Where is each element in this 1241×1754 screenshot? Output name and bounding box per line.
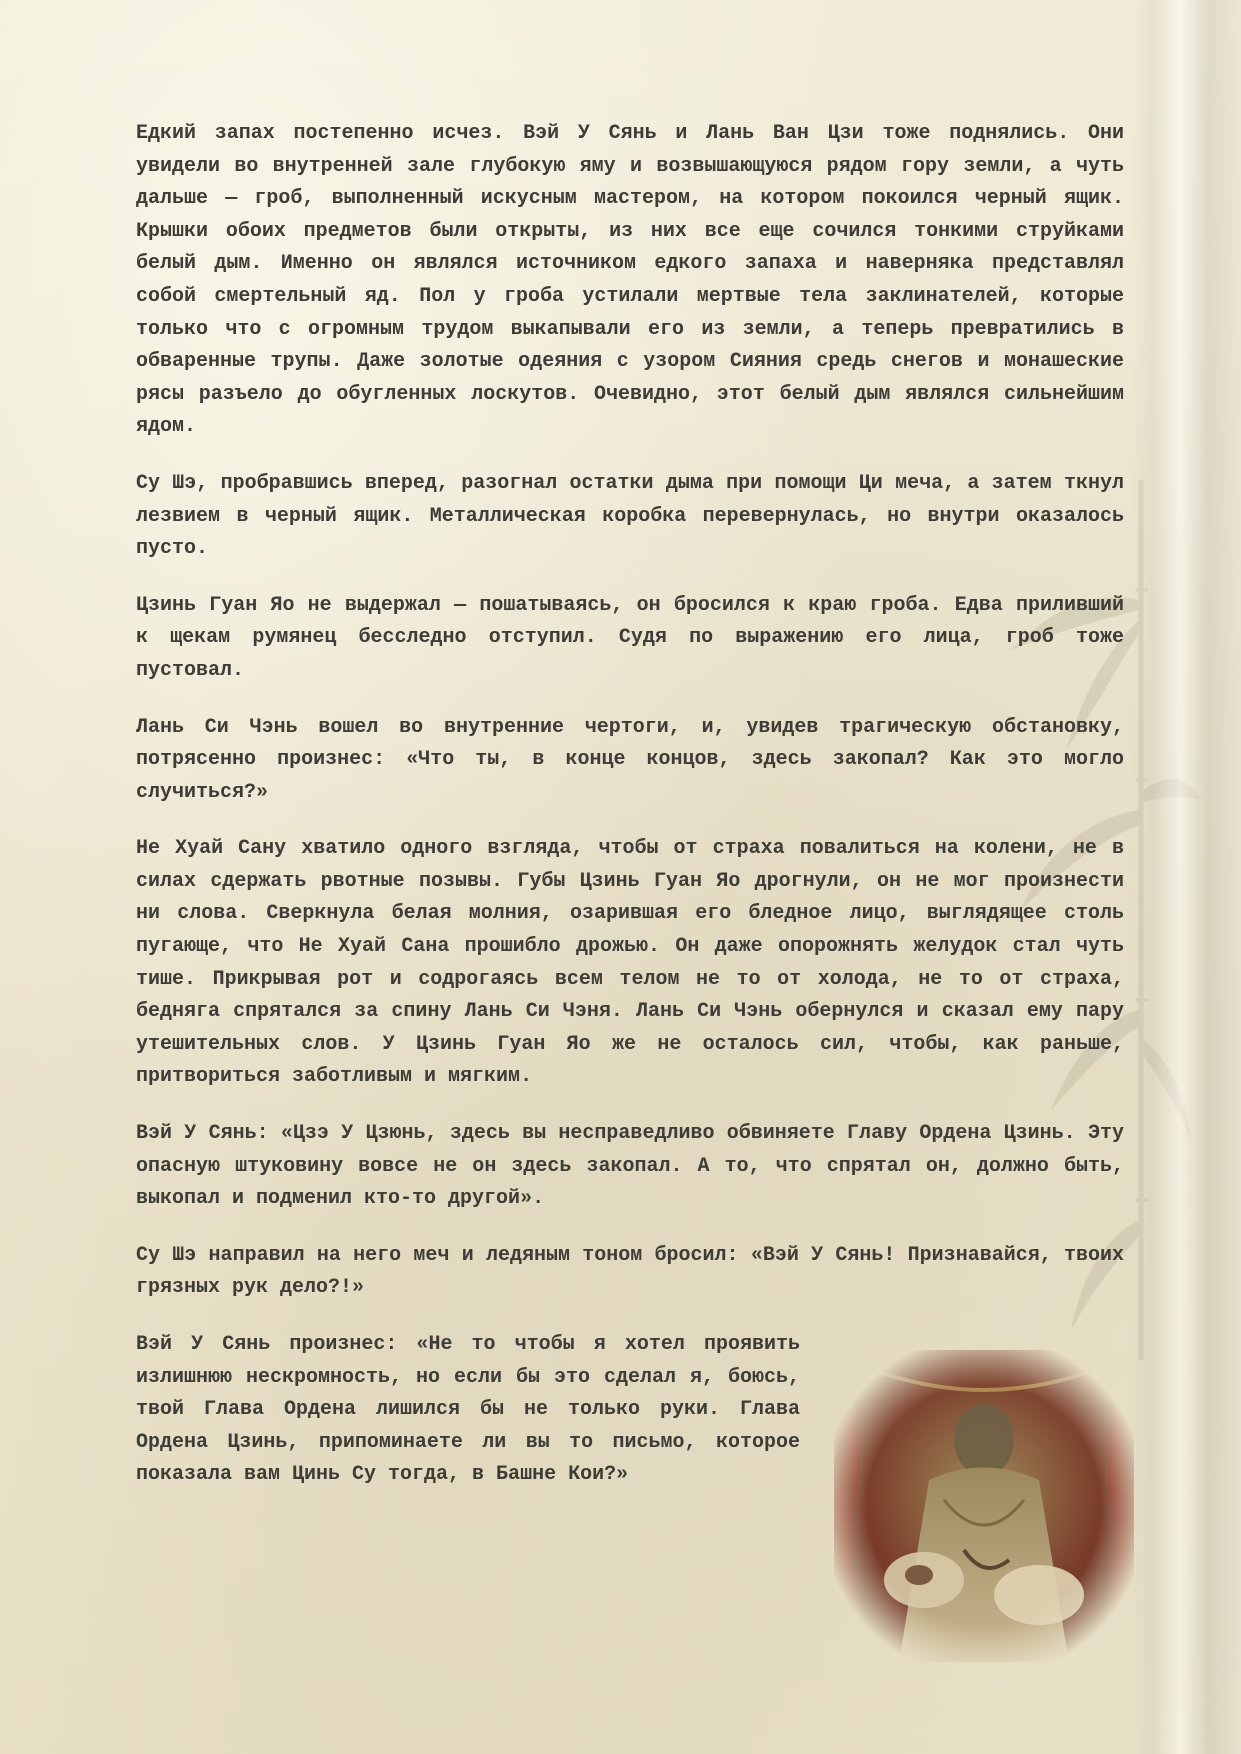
paragraph-7: Су Шэ направил на него меч и ледяным тоном бросил: «Вэй У Сянь! Признавайся, твоих грязных рук дело?!» xyxy=(136,1243,1124,1300)
text-body xyxy=(136,118,1124,1516)
paragraph-2: Су Шэ, пробравшись вперед, разогнал остатки дыма при помощи Ци меча, а затем ткнул лезвием в черный ящик. Металлическая коробка перевернулась, но внутри оказалось пусто. xyxy=(136,471,1124,561)
paragraph-6: Вэй У Сянь: «Цзэ У Цзюнь, здесь вы несправедливо обвиняете Главу Ордена Цзинь. Эту опасную штуковину вовсе не он здесь закопал. А то, что спрятал он, должно быть, выкопал и подменил кто-то другой». xyxy=(136,1122,1124,1211)
paragraph-3: Цзинь Гуан Яо не выдержал — пошатываясь, он бросился к краю гроба. Едва приливший к щекам румянец бесследно отступил. Судя по выражению его лица, гроб тоже пустовал. xyxy=(136,593,1124,682)
illustration-figure xyxy=(834,1350,1134,1662)
paragraph-4: Лань Си Чэнь вошел во внутренние чертоги, и, увидев трагическую обстановку, потрясенно произнес: «Что ты, в конце концов, здесь закопал? Как это могло случиться?» xyxy=(136,715,1124,804)
paragraph-8: Вэй У Сянь произнес: «Не то чтобы я хотел проявить излишнюю нескромность, но если бы это сделал я, боюсь, твой Глава Ордена лишился бы не только руки. Глава Ордена Цзинь, припоминаете ли вы то письмо, которое показала вам Цинь Су тогда, в Башне Кои?» xyxy=(136,1333,800,1487)
page-fold-edge xyxy=(1131,0,1241,1754)
paragraph-1: Едкий запах постепенно исчез. Вэй У Сянь и Лань Ван Цзи тоже поднялись. Они увидели во внутренней зале глубокую яму и возвышающуюся рядом гору земли, а чуть дальше — гроб, выполненный искусным мастером, на котором покоился черный ящик. Крышки обоих предметов были открыты, из них все еще сочился тонкими струйками белый дым. Именно он являлся источником едкого запаха и наверняка представлял собой смертельный яд. Пол у гроба устилали мертвые тела заклинателей, которые только что с огромным трудом выкапывали его из земли, а теперь превратились в обваренные трупы. Даже золотые одеяния с узором Сияния средь снегов и монашеские рясы разъело до обугленных лоскутов. Очевидно, этот белый дым являлся сильнейшим ядом. xyxy=(136,122,1124,439)
paragraph-5: Не Хуай Сану хватило одного взгляда, чтобы от страха повалиться на колени, не в силах сдержать рвотные позывы. Губы Цзинь Гуан Яо дрогнули, он не мог произнести ни слова. Сверкнула белая молния, озарившая его бледное лицо, выглядящее столь пугающе, что Не Хуай Сана прошибло дрожью. Он даже опорожнять желудок стал чуть тише. Прикрывая рот и содрогаясь всем телом не то от холода, не то от страха, бедняга спрятался за спину Лань Си Чэня. Лань Си Чэнь обернулся и сказал ему пару утешительных слов. У Цзинь Гуан Яо же не осталось сил, чтобы, как раньше, притвориться заботливым и мягким. xyxy=(136,837,1124,1089)
